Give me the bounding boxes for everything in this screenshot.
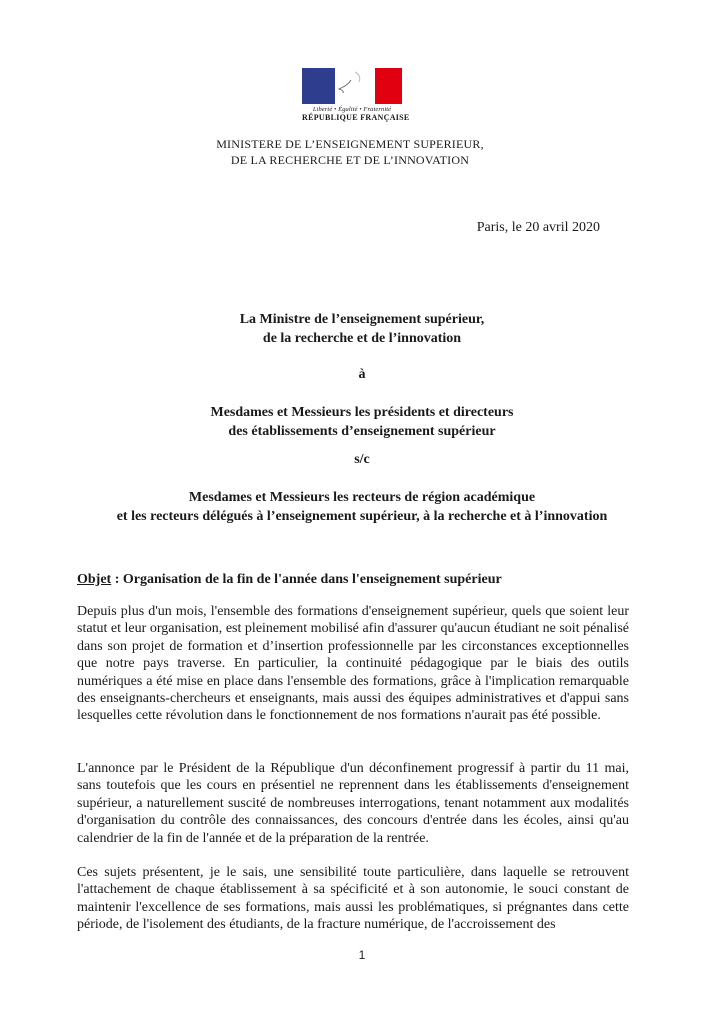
sender-line-2: de la recherche et de l’innovation — [262, 331, 462, 346]
recipient-line-1: Mesdames et Messieurs les présidents et directeurs — [210, 405, 514, 420]
ministry-line-1: MINISTERE DE L’ENSEIGNEMENT SUPERIEUR, — [216, 137, 484, 151]
subject-text: Organisation de la fin de l'année dans l'enseignement supérieur — [122, 572, 502, 587]
subject-line — [77, 572, 502, 588]
letter-date: Paris, le 20 avril 2020 — [476, 220, 600, 235]
to-word: à — [358, 367, 366, 382]
body-paragraph-1: Depuis plus d'un mois, l'ensemble des formations d'enseignement supérieur, quels que soient leur statut et leur organisation, est pleinement mobilisé afin d'assurer qu'aucun étudiant ne soit pénalisé dans son projet de formation et d’insertion professionnelle par les circonstances exceptionnelles que notre pays traverse. En particulier, la continuité pédagogique par le biais des outils numériques a été mise en place dans l'ensemble des formations, grâce à l'implication remarquable des enseignants-chercheurs et enseignants, mais aussi des équipes administratives et d'appui sans lesquelles cette révolution dans le fonctionnement de nos formations n'aurait pas été possible. — [77, 604, 629, 724]
ministry-line-2: DE LA RECHERCHE ET DE L’INNOVATION — [230, 153, 470, 167]
sc-word: s/c — [354, 452, 370, 467]
body-paragraph-3: Ces sujets présentent, je le sais, une sensibilité toute particulière, dans laquelle se retrouvent l'attachement de chaque établissement à sa spécificité et à son autonomie, le souci constant de maintenir l'excellence de ses formations, mais aussi les problématiques, si prégnantes dans cette période, de l'isolement des étudiants, de la fracture numérique, de l'accroissement des — [77, 865, 629, 933]
subject-label: Objet — [77, 572, 112, 587]
marianne-logo — [302, 68, 410, 122]
page-number: 1 — [358, 948, 366, 962]
sc-line-2: et les recteurs délégués à l’enseignement supérieur, à la recherche et à l’innovation — [116, 509, 608, 524]
tricolor-flag — [302, 68, 402, 104]
sender-block — [40, 310, 684, 348]
marianne-profile-icon — [329, 68, 375, 104]
republic-motto: Liberté • Égalité • Fraternité — [312, 106, 392, 113]
sc-line-1: Mesdames et Messieurs les recteurs de région académique — [188, 490, 536, 505]
recipient-line-2: des établissements d’enseignement supérieur — [228, 424, 496, 439]
republic-name: RÉPUBLIQUE FRANÇAISE — [302, 113, 410, 122]
subject-separator: : — [111, 572, 123, 587]
body-paragraph-2: L'annonce par le Président de la République d'un déconfinement progressif à partir du 11 mai, sans toutefois que les cours en présentiel ne reprennent dans les établissements d'enseignement supérieur, a naturellement suscité de nombreuses interrogations, tenant notamment aux modalités d'organisation du contrôle des connaissances, des concours d'entrée dans les écoles, ainsi qu'au calendrier de la fin de l'année et de la préparation de la rentrée. — [77, 761, 629, 846]
recipient-block — [40, 403, 684, 441]
sender-line-1: La Ministre de l’enseignement supérieur, — [239, 312, 485, 327]
ministry-name — [190, 136, 510, 168]
sc-recipient-block — [40, 488, 684, 526]
